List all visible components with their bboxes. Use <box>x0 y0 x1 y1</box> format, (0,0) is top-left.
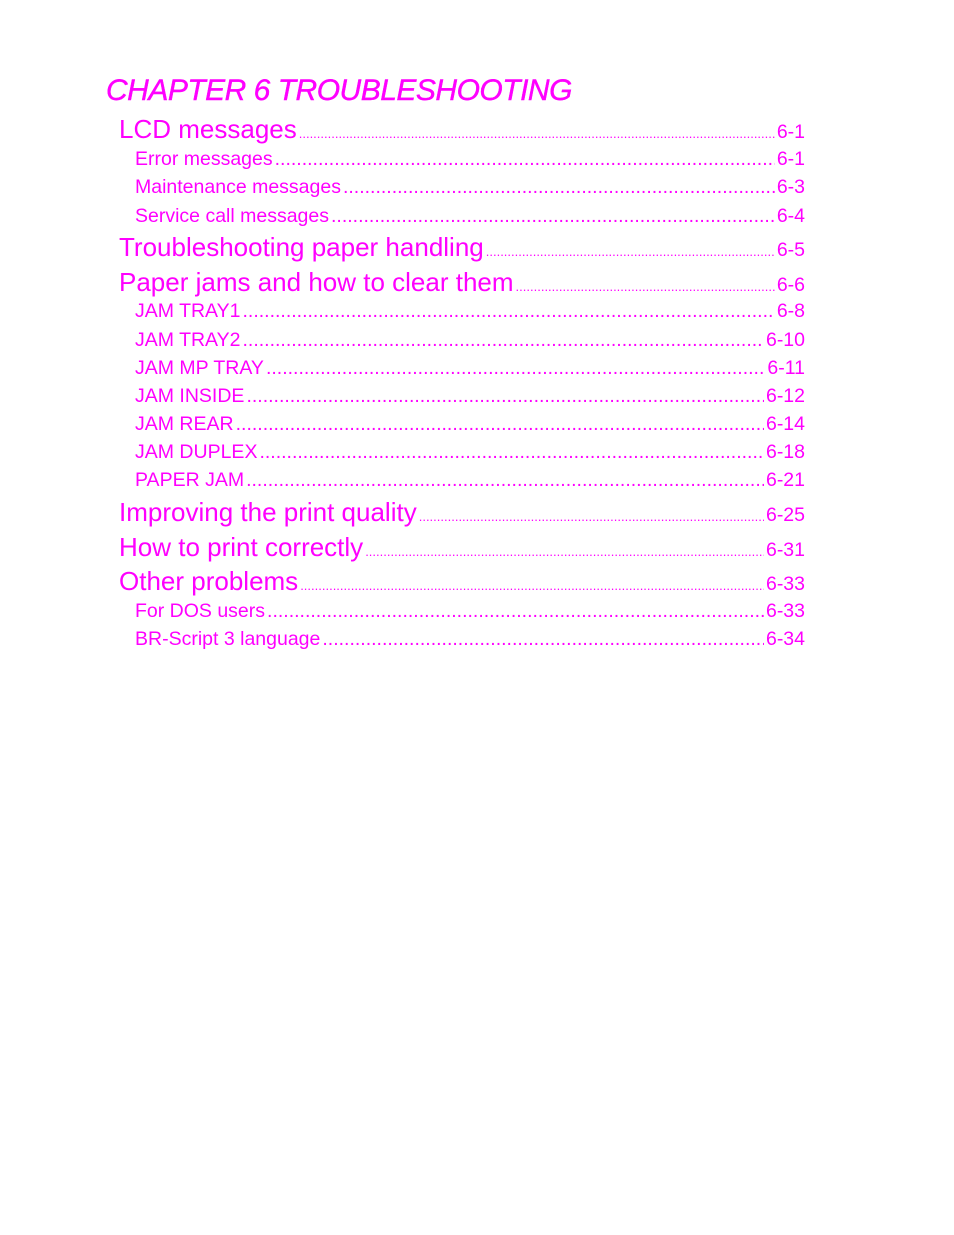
toc-entry-page: 6-33 <box>765 600 805 622</box>
toc-dot-leader <box>365 544 764 559</box>
toc-entry-jam-rear[interactable] <box>135 413 805 436</box>
toc-entry-jam-inside[interactable] <box>135 385 805 408</box>
toc-dot-leader <box>242 329 763 352</box>
toc-entry-jam-duplex[interactable] <box>135 441 805 464</box>
toc-entry-label: Maintenance messages <box>135 176 341 198</box>
toc-entry-jam-tray2[interactable] <box>135 329 805 352</box>
toc-entry-troubleshooting-paper-handling[interactable] <box>119 232 805 263</box>
toc-entry-label: Service call messages <box>135 205 329 227</box>
toc-entry-page: 6-33 <box>765 573 805 595</box>
toc-entry-br-script-3-language[interactable] <box>135 628 805 651</box>
toc-dot-leader <box>486 244 775 259</box>
toc-entry-how-to-print-correctly[interactable] <box>119 532 805 563</box>
toc-entry-error-messages[interactable] <box>135 148 805 171</box>
chapter-title: CHAPTER 6 TROUBLESHOOTING <box>106 74 572 107</box>
toc-entry-page: 6-25 <box>765 504 805 526</box>
toc-dot-leader <box>259 441 764 464</box>
toc-entry-paper-jam[interactable] <box>135 469 805 492</box>
toc-dot-leader <box>299 126 775 141</box>
toc-dot-leader <box>419 509 764 524</box>
toc-entry-label: For DOS users <box>135 600 266 622</box>
toc-entry-page: 6-11 <box>767 357 805 379</box>
toc-dot-leader <box>322 628 764 651</box>
toc-entry-label: Troubleshooting paper handling <box>119 232 484 262</box>
toc-entry-page: 6-34 <box>765 628 805 650</box>
toc-dot-leader <box>343 176 775 199</box>
toc-entry-page: 6-3 <box>776 176 805 198</box>
toc-entry-label: JAM DUPLEX <box>135 441 258 463</box>
toc-entry-label: Improving the print quality <box>119 497 417 527</box>
toc-entry-jam-mp-tray[interactable] <box>135 357 805 380</box>
toc-dot-leader <box>516 279 775 294</box>
toc-entry-for-dos-users[interactable] <box>135 600 805 623</box>
toc-dot-leader <box>246 469 764 492</box>
toc-entry-page: 6-1 <box>776 121 805 143</box>
toc-dot-leader <box>242 300 774 323</box>
toc-dot-leader <box>275 148 775 171</box>
toc-entry-label: LCD messages <box>119 114 297 144</box>
toc-entry-page: 6-12 <box>765 385 805 407</box>
toc-dot-leader <box>236 413 764 436</box>
toc-dot-leader <box>300 578 764 593</box>
toc-entry-maintenance-messages[interactable] <box>135 176 805 199</box>
toc-entry-label: Other problems <box>119 566 299 596</box>
toc-entry-label: PAPER JAM <box>135 469 245 491</box>
toc-entry-page: 6-18 <box>765 441 805 463</box>
toc-entry-service-call-messages[interactable] <box>135 205 805 228</box>
toc-entry-label: JAM TRAY1 <box>135 300 241 322</box>
toc-entry-improving-print-quality[interactable] <box>119 497 805 528</box>
toc-entry-label: JAM TRAY2 <box>135 329 241 351</box>
toc-entry-other-problems[interactable] <box>119 566 805 597</box>
toc-entry-page: 6-6 <box>776 274 805 296</box>
toc-entry-page: 6-5 <box>776 239 805 261</box>
toc-entry-label: Error messages <box>135 148 273 170</box>
toc-entry-lcd-messages[interactable] <box>119 114 805 145</box>
toc-entry-page: 6-31 <box>765 539 805 561</box>
toc-entry-page: 6-1 <box>776 148 805 170</box>
toc-entry-label: JAM REAR <box>135 413 234 435</box>
toc-entry-label: How to print correctly <box>119 532 364 562</box>
toc-entry-page: 6-14 <box>765 413 805 435</box>
toc-entry-page: 6-4 <box>776 205 805 227</box>
toc-dot-leader <box>331 205 775 228</box>
toc-entry-label: JAM INSIDE <box>135 385 245 407</box>
toc-dot-leader <box>246 385 764 408</box>
toc-entry-jam-tray1[interactable] <box>135 300 805 323</box>
toc-entry-page: 6-21 <box>765 469 805 491</box>
toc-dot-leader <box>267 600 764 623</box>
toc-entry-paper-jams[interactable] <box>119 267 805 298</box>
toc-entry-label: JAM MP TRAY <box>135 357 264 379</box>
toc-entry-page: 6-10 <box>765 329 805 351</box>
toc-entry-label: BR-Script 3 language <box>135 628 321 650</box>
toc-entry-label: Paper jams and how to clear them <box>119 267 514 297</box>
toc-dot-leader <box>266 357 765 380</box>
toc-entry-page: 6-8 <box>776 300 805 322</box>
